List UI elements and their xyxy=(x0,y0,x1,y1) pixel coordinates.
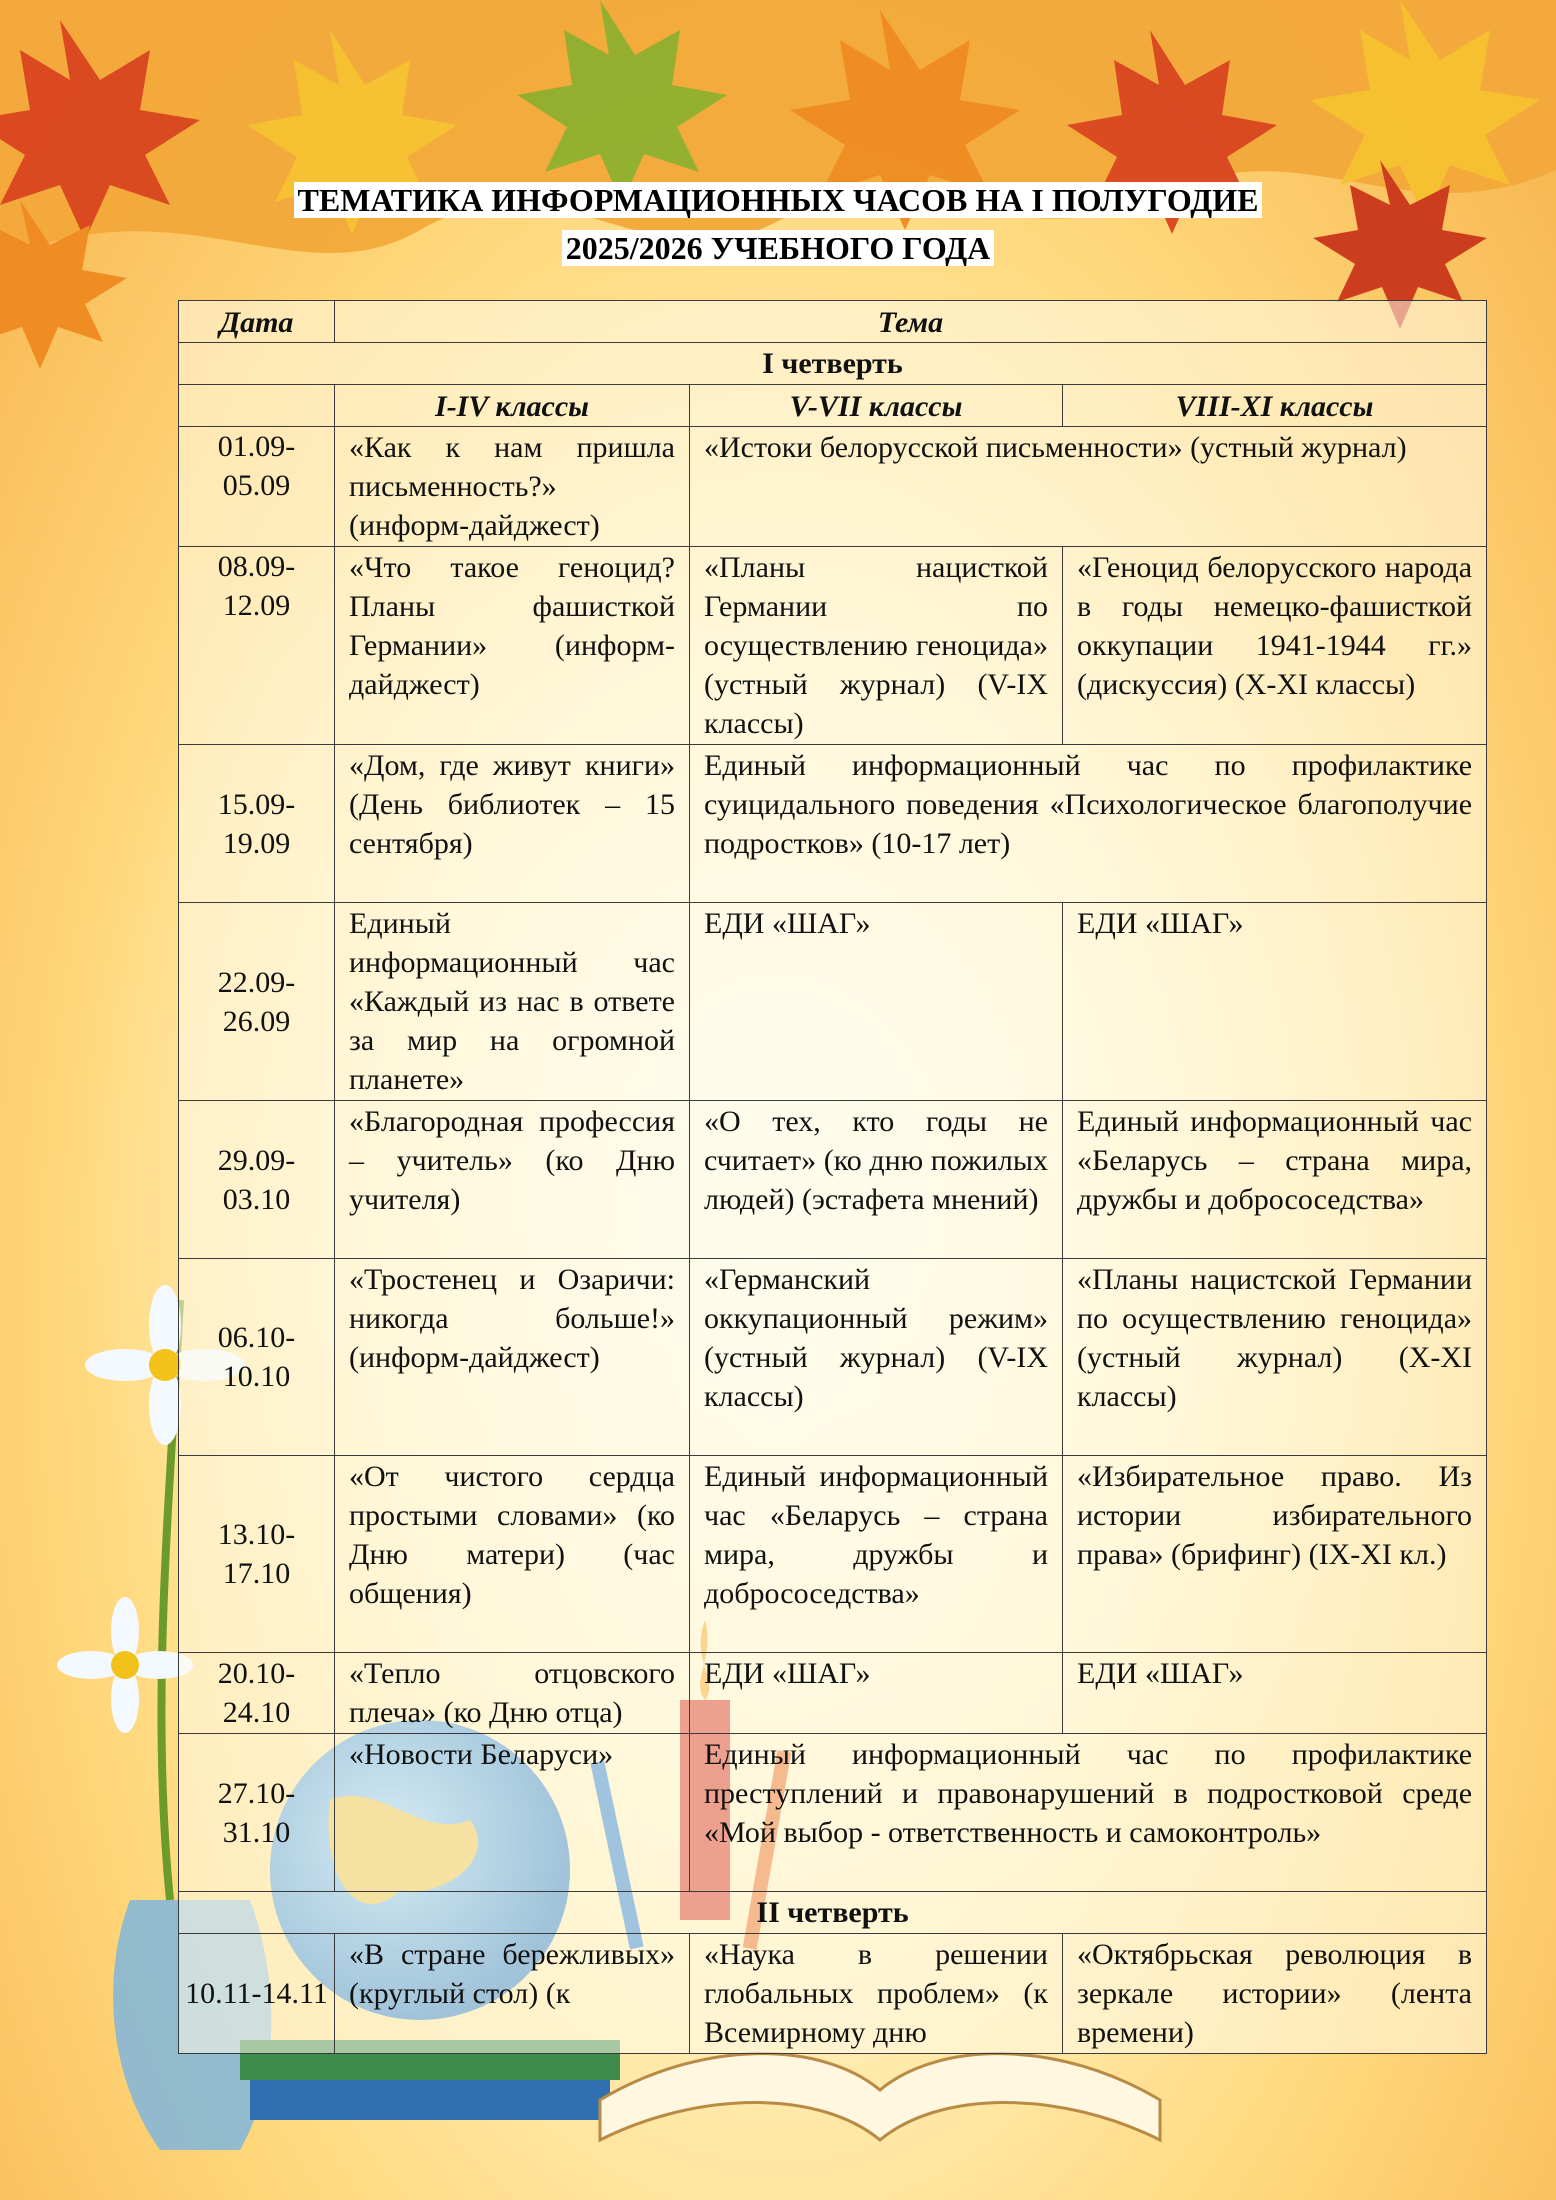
class-group-row xyxy=(179,385,1487,427)
topic-5-7: «Германский оккупационный режим» (устный журнал) (V-IX классы) xyxy=(690,1259,1063,1456)
table-row xyxy=(179,1101,1487,1259)
topic-5-11: Единый информационный час по профилактике преступлений и правонарушений в подростковой среде «Мой выбор - ответственность и самоконтроль» xyxy=(690,1734,1487,1892)
row-date: 29.09-03.10 xyxy=(179,1101,335,1259)
schedule-table xyxy=(178,300,1487,2054)
document-title-line1: ТЕМАТИКА ИНФОРМАЦИОННЫХ ЧАСОВ НА I ПОЛУГОДИЕ xyxy=(0,178,1556,222)
header-topic: Тема xyxy=(335,301,1487,343)
table-row xyxy=(179,1934,1487,2054)
topic-1-4: «Благородная профессия – учитель» (ко Дню учителя) xyxy=(335,1101,690,1259)
quarter-row xyxy=(179,343,1487,385)
topic-8-11: «Октябрьская революция в зеркале истории» (лента времени) xyxy=(1063,1934,1487,2054)
group-5-7: V-VII классы xyxy=(690,385,1063,427)
topic-1-4: «Что такое геноцид? Планы фашисткой Германии» (информ-дайджест) xyxy=(335,547,690,745)
table-row xyxy=(179,745,1487,903)
table-row xyxy=(179,1653,1487,1734)
row-date: 15.09-19.09 xyxy=(179,745,335,903)
topic-5-11: «Истоки белорусской письменности» (устный журнал) xyxy=(690,427,1487,547)
document-title-line2: 2025/2026 УЧЕБНОГО ГОДА xyxy=(0,226,1556,270)
topic-5-7: ЕДИ «ШАГ» xyxy=(690,1653,1063,1734)
topic-8-11: «Геноцид белорусского народа в годы немецко-фашисткой оккупации 1941-1944 гг.» (дискуссия) (X-XI классы) xyxy=(1063,547,1487,745)
table-row xyxy=(179,427,1487,547)
group-empty-cell xyxy=(179,385,335,427)
topic-5-7: «Планы нацисткой Германии по осуществлению геноцида» (устный журнал) (V-IX классы) xyxy=(690,547,1063,745)
table-row xyxy=(179,1734,1487,1892)
topic-8-11: ЕДИ «ШАГ» xyxy=(1063,1653,1487,1734)
row-date: 22.09-26.09 xyxy=(179,903,335,1101)
row-date: 06.10-10.10 xyxy=(179,1259,335,1456)
topic-5-11: Единый информационный час по профилактике суицидального поведения «Психологическое благополучие подростков» (10-17 лет) xyxy=(690,745,1487,903)
row-date: 01.09-05.09 xyxy=(179,427,335,547)
topic-1-4: «От чистого сердца простыми словами» (ко Дню матери) (час общения) xyxy=(335,1456,690,1653)
topic-8-11: ЕДИ «ШАГ» xyxy=(1063,903,1487,1101)
topic-5-7: Единый информационный час «Беларусь – страна мира, дружбы и добрососедства» xyxy=(690,1456,1063,1653)
topic-5-7: «Наука в решении глобальных проблем» (к Всемирному дню xyxy=(690,1934,1063,2054)
topic-8-11: «Планы нацистской Германии по осуществлению геноцида» (устный журнал) (X-XI классы) xyxy=(1063,1259,1487,1456)
topic-1-4: «Дом, где живут книги» (День библиотек – 15 сентября) xyxy=(335,745,690,903)
header-date: Дата xyxy=(179,301,335,343)
topic-1-4: «Как к нам пришла письменность?» (информ-дайджест) xyxy=(335,427,690,547)
table-row xyxy=(179,1456,1487,1653)
row-date: 08.09-12.09 xyxy=(179,547,335,745)
quarter-label: II четверть xyxy=(179,1892,1487,1934)
row-date: 10.11-14.11 xyxy=(179,1934,335,2054)
topic-5-7: ЕДИ «ШАГ» xyxy=(690,903,1063,1101)
table-row xyxy=(179,1259,1487,1456)
row-date: 13.10-17.10 xyxy=(179,1456,335,1653)
topic-1-4: Единый информационный час «Каждый из нас в ответе за мир на огромной планете» xyxy=(335,903,690,1101)
group-8-11: VIII-XI классы xyxy=(1063,385,1487,427)
topic-1-4: «Тростенец и Озаричи: никогда больше!» (информ-дайджест) xyxy=(335,1259,690,1456)
table-header-row xyxy=(179,301,1487,343)
table-row xyxy=(179,547,1487,745)
topic-1-4: «В стране бережливых» (круглый стол) (к xyxy=(335,1934,690,2054)
topic-1-4: «Новости Беларуси» xyxy=(335,1734,690,1892)
quarter-label: I четверть xyxy=(179,343,1487,385)
group-1-4: I-IV классы xyxy=(335,385,690,427)
table-row xyxy=(179,903,1487,1101)
row-date: 20.10-24.10 xyxy=(179,1653,335,1734)
topic-8-11: Единый информационный час «Беларусь – страна мира, дружбы и добрососедства» xyxy=(1063,1101,1487,1259)
quarter-row xyxy=(179,1892,1487,1934)
topic-8-11: «Избирательное право. Из истории избирательного права» (брифинг) (IX-XI кл.) xyxy=(1063,1456,1487,1653)
topic-5-7: «О тех, кто годы не считает» (ко дню пожилых людей) (эстафета мнений) xyxy=(690,1101,1063,1259)
row-date: 27.10-31.10 xyxy=(179,1734,335,1892)
topic-1-4: «Тепло отцовского плеча» (ко Дню отца) xyxy=(335,1653,690,1734)
